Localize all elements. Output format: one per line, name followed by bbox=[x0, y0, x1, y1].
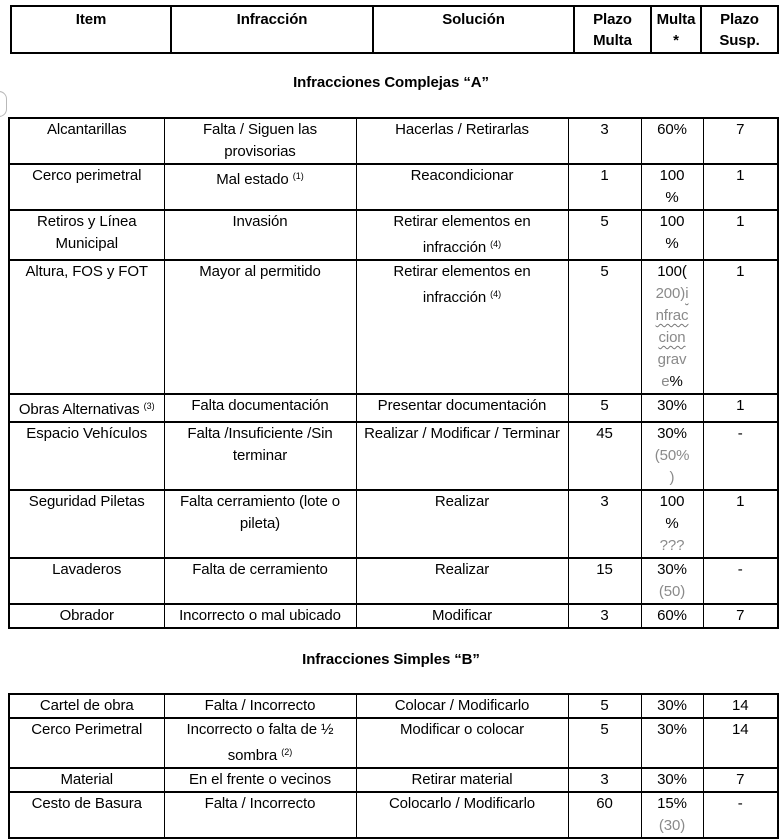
text-segment: 1 bbox=[736, 263, 745, 280]
cell-infraccion bbox=[164, 394, 356, 422]
cell-infraccion bbox=[164, 718, 356, 768]
cell-item bbox=[9, 260, 164, 394]
cell-multa bbox=[641, 210, 703, 260]
table-row bbox=[9, 694, 778, 718]
cell-plazo-susp bbox=[703, 210, 778, 260]
text-segment: (4) bbox=[490, 239, 502, 249]
column-header-solucion bbox=[373, 6, 574, 53]
text-segment: Lavaderos bbox=[52, 561, 122, 578]
cell-infraccion bbox=[164, 260, 356, 394]
cell-solucion bbox=[356, 490, 568, 558]
text-segment: 30% bbox=[657, 771, 687, 788]
text-segment: (30) bbox=[658, 817, 686, 834]
text-segment: % bbox=[665, 515, 679, 532]
text-segment: cion bbox=[658, 329, 686, 346]
text-segment: Retiros y Línea Municipal bbox=[37, 213, 137, 252]
text-segment: (3) bbox=[143, 401, 155, 411]
text-segment: Seguridad Piletas bbox=[28, 493, 145, 510]
page-edge-control[interactable] bbox=[0, 91, 7, 117]
text-segment: Item bbox=[75, 11, 107, 28]
text-segment: grav bbox=[657, 351, 687, 368]
cell-plazo-susp bbox=[703, 558, 778, 604]
cell-plazo-multa bbox=[568, 118, 641, 164]
cell-solucion bbox=[356, 604, 568, 628]
text-segment: 30% bbox=[657, 721, 687, 738]
cell-solucion bbox=[356, 422, 568, 490]
table-row bbox=[9, 490, 778, 558]
text-segment: Susp. bbox=[719, 32, 760, 49]
table-row bbox=[9, 558, 778, 604]
cell-multa bbox=[641, 792, 703, 838]
text-segment: 1 bbox=[736, 167, 745, 184]
table-row bbox=[9, 164, 778, 210]
text-segment: Incorrecto o falta de ½ sombra bbox=[186, 721, 334, 764]
text-segment: e bbox=[661, 373, 670, 390]
cell-solucion bbox=[356, 118, 568, 164]
cell-item bbox=[9, 718, 164, 768]
cell-multa bbox=[641, 164, 703, 210]
text-segment: (4) bbox=[490, 289, 502, 299]
cell-plazo-multa bbox=[568, 422, 641, 490]
cell-infraccion bbox=[164, 164, 356, 210]
text-segment: Incorrecto o mal ubicado bbox=[179, 607, 341, 624]
text-segment: 7 bbox=[736, 607, 745, 624]
cell-plazo-susp bbox=[703, 260, 778, 394]
text-segment: 3 bbox=[600, 121, 609, 138]
text-segment: Falta documentación bbox=[191, 397, 329, 414]
text-segment: - bbox=[737, 561, 743, 578]
text-segment: % bbox=[665, 189, 679, 206]
text-segment: Reacondicionar bbox=[410, 167, 514, 184]
text-segment: (2) bbox=[281, 747, 293, 757]
text-segment: - bbox=[737, 425, 743, 442]
text-segment: 45 bbox=[596, 425, 613, 442]
cell-multa bbox=[641, 558, 703, 604]
cell-infraccion bbox=[164, 768, 356, 792]
cell-plazo-susp bbox=[703, 422, 778, 490]
text-segment: Obras Alternativas bbox=[18, 401, 144, 418]
text-segment: 5 bbox=[600, 263, 609, 280]
cell-solucion bbox=[356, 210, 568, 260]
text-segment: Colocar / Modificarlo bbox=[394, 697, 530, 714]
text-segment: 3 bbox=[600, 493, 609, 510]
cell-item bbox=[9, 792, 164, 838]
text-segment: Multa bbox=[656, 11, 696, 28]
column-header-table bbox=[10, 5, 779, 54]
cell-plazo-multa bbox=[568, 604, 641, 628]
cell-item bbox=[9, 768, 164, 792]
text-segment: 100 bbox=[659, 213, 685, 230]
text-segment: Falta / Incorrecto bbox=[204, 697, 316, 714]
text-segment: Material bbox=[60, 771, 114, 788]
table-row bbox=[9, 604, 778, 628]
cell-multa bbox=[641, 694, 703, 718]
cell-plazo-multa bbox=[568, 768, 641, 792]
text-segment: 5 bbox=[600, 213, 609, 230]
cell-plazo-susp bbox=[703, 604, 778, 628]
text-segment: 14 bbox=[732, 721, 749, 738]
infractions-table-b bbox=[8, 693, 779, 839]
text-segment: Falta / Incorrecto bbox=[204, 795, 316, 812]
text-segment: Espacio Vehículos bbox=[26, 425, 148, 442]
text-segment: Cerco Perimetral bbox=[31, 721, 143, 738]
column-header-multa bbox=[651, 6, 701, 53]
cell-solucion bbox=[356, 558, 568, 604]
text-segment: 30% bbox=[657, 697, 687, 714]
text-segment: Falta de cerramiento bbox=[192, 561, 328, 578]
cell-multa bbox=[641, 718, 703, 768]
text-segment: Multa bbox=[593, 32, 632, 49]
text-segment: 60% bbox=[657, 121, 687, 138]
cell-multa bbox=[641, 260, 703, 394]
text-segment: nfrac bbox=[655, 307, 689, 324]
cell-item bbox=[9, 118, 164, 164]
text-segment: 3 bbox=[600, 607, 609, 624]
cell-multa bbox=[641, 604, 703, 628]
text-segment: 14 bbox=[732, 697, 749, 714]
cell-solucion bbox=[356, 694, 568, 718]
column-header-item bbox=[11, 6, 171, 53]
text-segment: 5 bbox=[600, 397, 609, 414]
cell-infraccion bbox=[164, 422, 356, 490]
text-segment: % bbox=[669, 373, 683, 390]
text-segment: Presentar documentación bbox=[377, 397, 547, 414]
text-segment: Retirar material bbox=[411, 771, 513, 788]
cell-plazo-susp bbox=[703, 164, 778, 210]
cell-multa bbox=[641, 118, 703, 164]
table-row bbox=[9, 792, 778, 838]
table-row bbox=[9, 422, 778, 490]
text-segment: 5 bbox=[600, 697, 609, 714]
cell-item bbox=[9, 422, 164, 490]
text-segment: Modificar o colocar bbox=[400, 721, 524, 738]
cell-plazo-multa bbox=[568, 210, 641, 260]
text-segment: 3 bbox=[600, 771, 609, 788]
text-segment: i bbox=[685, 285, 689, 302]
text-segment: En el frente o vecinos bbox=[188, 771, 332, 788]
text-segment: 200) bbox=[655, 285, 686, 302]
cell-solucion bbox=[356, 792, 568, 838]
cell-infraccion bbox=[164, 792, 356, 838]
cell-item bbox=[9, 210, 164, 260]
text-segment: 1 bbox=[736, 397, 745, 414]
text-segment: (1) bbox=[292, 171, 304, 181]
cell-plazo-susp bbox=[703, 490, 778, 558]
cell-item bbox=[9, 558, 164, 604]
text-segment: 30% bbox=[657, 397, 687, 414]
text-segment: Obrador bbox=[59, 607, 114, 624]
cell-plazo-susp bbox=[703, 768, 778, 792]
cell-plazo-susp bbox=[703, 792, 778, 838]
cell-solucion bbox=[356, 260, 568, 394]
text-segment: 1 bbox=[736, 213, 745, 230]
text-segment: Plazo bbox=[720, 11, 759, 28]
cell-plazo-susp bbox=[703, 394, 778, 422]
text-segment: Hacerlas / Retirarlas bbox=[395, 121, 529, 138]
cell-plazo-susp bbox=[703, 718, 778, 768]
text-segment: Infracción bbox=[236, 11, 308, 28]
text-segment: 7 bbox=[736, 771, 745, 788]
table-row bbox=[9, 118, 778, 164]
text-segment: Altura, FOS y FOT bbox=[25, 263, 148, 280]
cell-item bbox=[9, 490, 164, 558]
cell-plazo-multa bbox=[568, 558, 641, 604]
text-segment: 60 bbox=[596, 795, 613, 812]
cell-infraccion bbox=[164, 604, 356, 628]
text-segment: (50) bbox=[658, 583, 686, 600]
cell-solucion bbox=[356, 718, 568, 768]
text-segment: Mal estado bbox=[216, 171, 293, 188]
table-row bbox=[9, 260, 778, 394]
table-row bbox=[9, 768, 778, 792]
text-segment: 5 bbox=[600, 721, 609, 738]
text-segment: Retirar elementos en infracción bbox=[393, 213, 531, 256]
text-segment: Cerco perimetral bbox=[32, 167, 142, 184]
text-segment: Modificar bbox=[432, 607, 492, 624]
section-a-title: Infracciones Complejas “A” bbox=[293, 74, 489, 91]
table-row bbox=[9, 394, 778, 422]
text-segment: Retirar elementos en infracción bbox=[393, 263, 531, 306]
cell-plazo-multa bbox=[568, 490, 641, 558]
text-segment: 100 bbox=[659, 493, 685, 510]
cell-item bbox=[9, 604, 164, 628]
text-segment: Cartel de obra bbox=[39, 697, 134, 714]
text-segment: Alcantarillas bbox=[46, 121, 127, 138]
text-segment: Falta cerramiento (lote o pileta) bbox=[179, 493, 341, 532]
text-segment: (50% bbox=[654, 447, 690, 464]
cell-multa bbox=[641, 422, 703, 490]
column-header-plazo-multa bbox=[574, 6, 651, 53]
cell-infraccion bbox=[164, 558, 356, 604]
text-segment: 30% bbox=[657, 425, 687, 442]
text-segment: 1 bbox=[736, 493, 745, 510]
text-segment: 60% bbox=[657, 607, 687, 624]
cell-infraccion bbox=[164, 490, 356, 558]
cell-infraccion bbox=[164, 210, 356, 260]
cell-solucion bbox=[356, 394, 568, 422]
text-segment: 30% bbox=[657, 561, 687, 578]
text-segment: Falta /Insuficiente /Sin terminar bbox=[187, 425, 333, 464]
table-row bbox=[9, 210, 778, 260]
column-header-infraccion bbox=[171, 6, 373, 53]
text-segment: Colocarlo / Modificarlo bbox=[388, 795, 536, 812]
infractions-table-a bbox=[8, 117, 779, 629]
cell-plazo-susp bbox=[703, 118, 778, 164]
text-segment: 15 bbox=[596, 561, 613, 578]
table-row bbox=[9, 718, 778, 768]
text-segment: Cesto de Basura bbox=[31, 795, 142, 812]
cell-multa bbox=[641, 394, 703, 422]
cell-plazo-multa bbox=[568, 792, 641, 838]
column-header-plazo-susp bbox=[701, 6, 778, 53]
cell-plazo-multa bbox=[568, 694, 641, 718]
cell-item bbox=[9, 394, 164, 422]
text-segment: Invasión bbox=[232, 213, 288, 230]
cell-multa bbox=[641, 768, 703, 792]
cell-plazo-susp bbox=[703, 694, 778, 718]
text-segment: - bbox=[737, 795, 743, 812]
text-segment: ??? bbox=[659, 537, 685, 554]
text-segment: % bbox=[665, 235, 679, 252]
cell-plazo-multa bbox=[568, 394, 641, 422]
cell-plazo-multa bbox=[568, 164, 641, 210]
cell-solucion bbox=[356, 768, 568, 792]
text-segment: 1 bbox=[600, 167, 609, 184]
text-segment: Solución bbox=[442, 11, 505, 28]
text-segment: 100( bbox=[657, 263, 687, 280]
text-segment: Realizar / Modificar / Terminar bbox=[364, 425, 560, 442]
text-segment: * bbox=[673, 32, 679, 49]
text-segment: 7 bbox=[736, 121, 745, 138]
cell-infraccion bbox=[164, 694, 356, 718]
cell-item bbox=[9, 164, 164, 210]
text-segment: Plazo bbox=[593, 11, 632, 28]
text-segment: Mayor al permitido bbox=[199, 263, 321, 280]
text-segment: ) bbox=[669, 469, 675, 486]
cell-plazo-multa bbox=[568, 718, 641, 768]
cell-multa bbox=[641, 490, 703, 558]
cell-plazo-multa bbox=[568, 260, 641, 394]
section-b-title: Infracciones Simples “B” bbox=[302, 651, 480, 668]
cell-item bbox=[9, 694, 164, 718]
cell-solucion bbox=[356, 164, 568, 210]
text-segment: Falta / Siguen las provisorias bbox=[202, 121, 318, 160]
text-segment: Realizar bbox=[434, 493, 490, 510]
document-page bbox=[0, 5, 782, 834]
text-segment: 15% bbox=[657, 795, 687, 812]
cell-infraccion bbox=[164, 118, 356, 164]
header-row bbox=[11, 6, 778, 53]
text-segment: Realizar bbox=[434, 561, 490, 578]
text-segment: 100 bbox=[659, 167, 685, 184]
